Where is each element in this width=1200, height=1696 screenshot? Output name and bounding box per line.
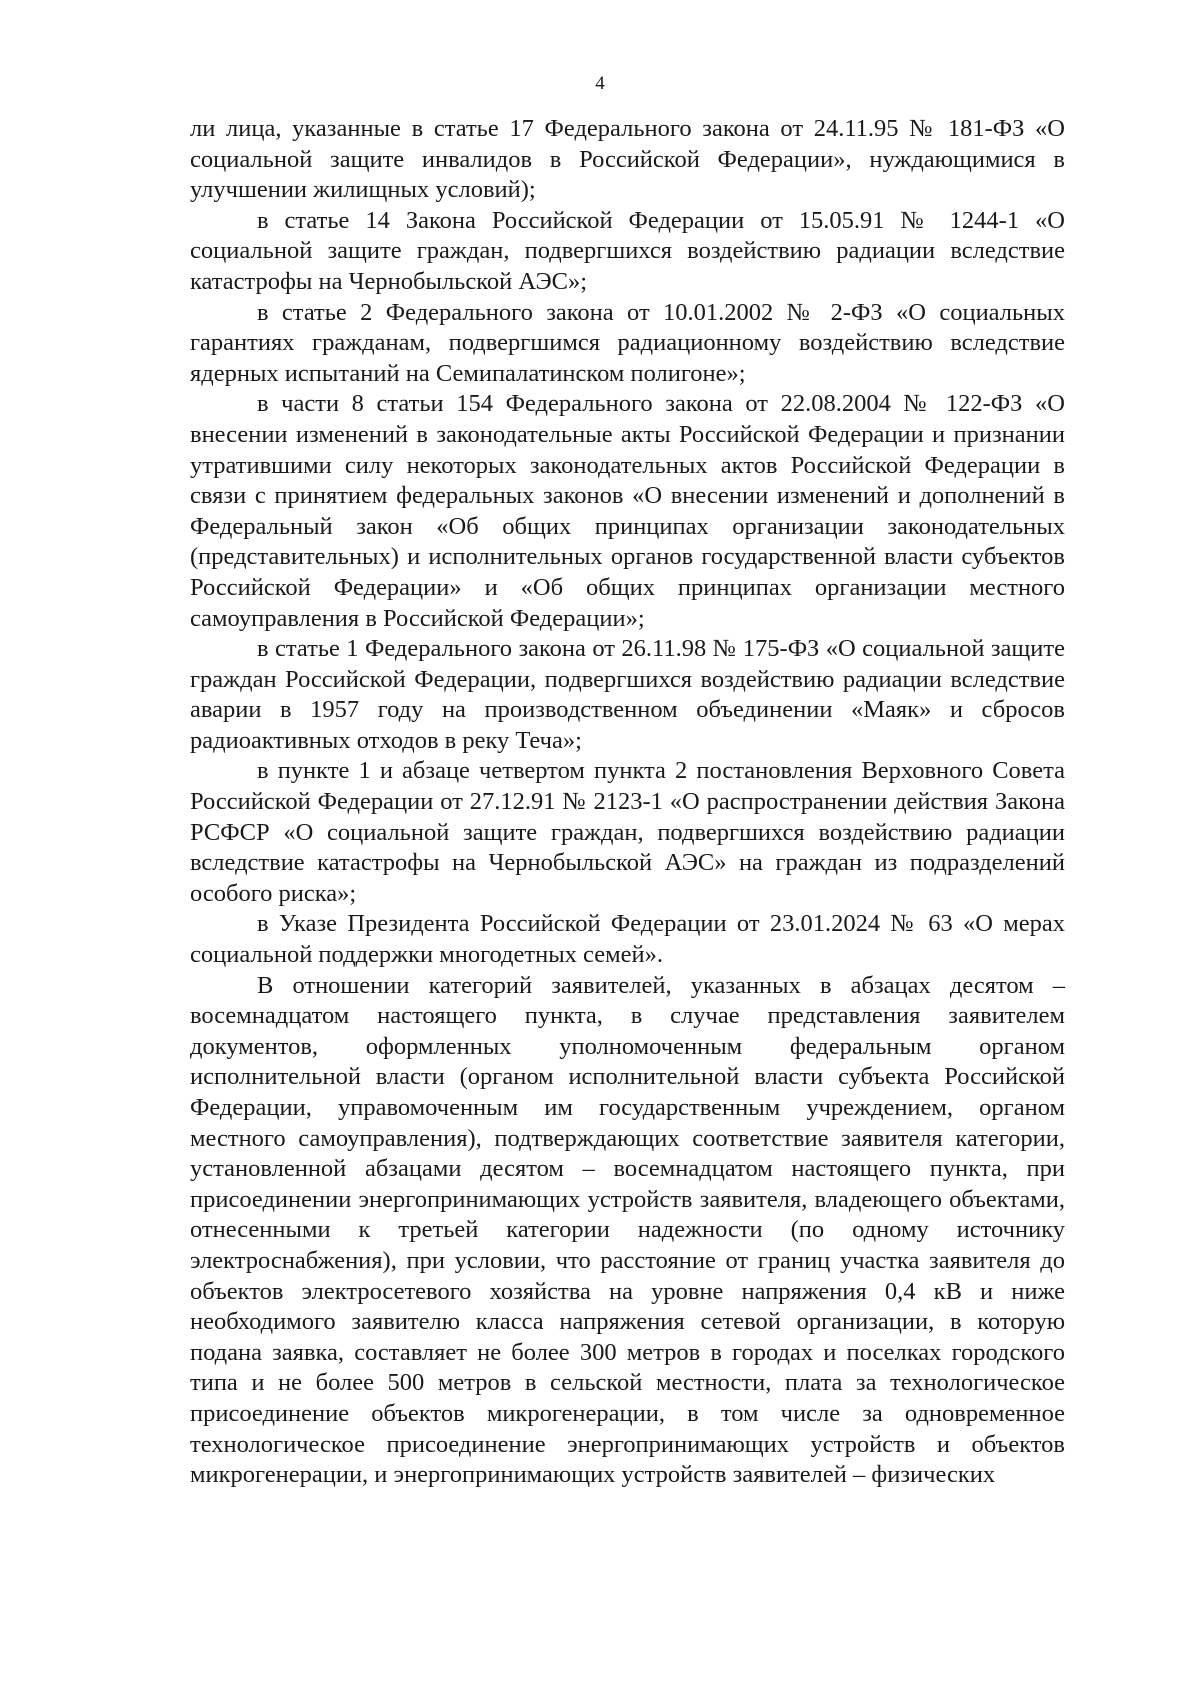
- document-body: [190, 114, 1065, 1491]
- paragraph-decree-63: в Указе Президента Российской Федерации от 23.01.2024 № 63 «О мерах социальной поддержки многодетных семей».: [190, 910, 1065, 969]
- paragraph-law-175-fz: в статье 1 Федерального закона от 26.11.98 № 175-ФЗ «О социальной защите граждан Российской Федерации, подвергшихся воздействию радиации вследствие аварии в 1957 году на производственном объединении «Маяк» и сбросов радиоактивных отходов в реку Теча»;: [190, 635, 1065, 754]
- paragraph-law-122-fz: в части 8 статьи 154 Федерального закона от 22.08.2004 № 122-ФЗ «О внесении изменений в законодательные акты Российской Федерации и признании утратившими силу некоторых законодательных актов Российской Федерации в связи с принятием федеральных законов «О внесении изменений и дополнений в Федеральный закон «Об общих принципах организации законодательных (представительных) и исполнительных органов государственной власти субъектов Российской Федерации» и «Об общих принципах организации местного самоуправления в Российской Федерации»;: [190, 390, 1065, 632]
- paragraph-applicant-categories: В отношении категорий заявителей, указанных в абзацах десятом – восемнадцатом настоящего пункта, в случае представления заявителем документов, оформленных уполномоченным федеральным органом исполнительной власти (органом исполнительной власти субъекта Российской Федерации, управомоченным им государственным учреждением, органом местного самоуправления), подтверждающих соответствие заявителя категории, установленной абзацами десятом – восемнадцатом настоящего пункта, при присоединении энергопринимающих устройств заявителя, владеющего объектами, отнесенными к третьей категории надежности (по одному источнику электроснабжения), при условии, что расстояние от границ участка заявителя до объектов электросетевого хозяйства на уровне напряжения 0,4 кВ и ниже необходимого заявителю класса напряжения сетевой организации, в которую подана заявка, составляет не более 300 метров в городах и поселках городского типа и не более 500 метров в сельской местности, плата за технологическое присоединение объектов микрогенерации, в том числе за одновременное технологическое присоединение энергопринимающих устройств и объектов микрогенерации, и энергопринимающих устройств заявителей – физических: [190, 971, 1065, 1489]
- page-number: 4: [595, 73, 605, 94]
- paragraph-resolution-2123-1: в пункте 1 и абзаце четвертом пункта 2 постановления Верховного Совета Российской Федерации от 27.12.91 № 2123-1 «О распространении действия Закона РСФСР «О социальной защите граждан, подвергшихся воздействию радиации вследствие катастрофы на Чернобыльской АЭС» на граждан из подразделений особого риска»;: [190, 757, 1065, 907]
- paragraph-continuation: ли лица, указанные в статье 17 Федерального закона от 24.11.95 № 181-ФЗ «О социальной защите инвалидов в Российской Федерации», нуждающимися в улучшении жилищных условий);: [190, 115, 1065, 204]
- paragraph-law-2-fz: в статье 2 Федерального закона от 10.01.2002 № 2-ФЗ «О социальных гарантиях гражданам, подвергшимся радиационному воздействию вследствие ядерных испытаний на Семипалатинском полигоне»;: [190, 298, 1065, 387]
- paragraph-law-1244-1: в статье 14 Закона Российской Федерации от 15.05.91 № 1244-1 «О социальной защите граждан, подвергшихся воздействию радиации вследствие катастрофы на Чернобыльской АЭС»;: [190, 206, 1065, 295]
